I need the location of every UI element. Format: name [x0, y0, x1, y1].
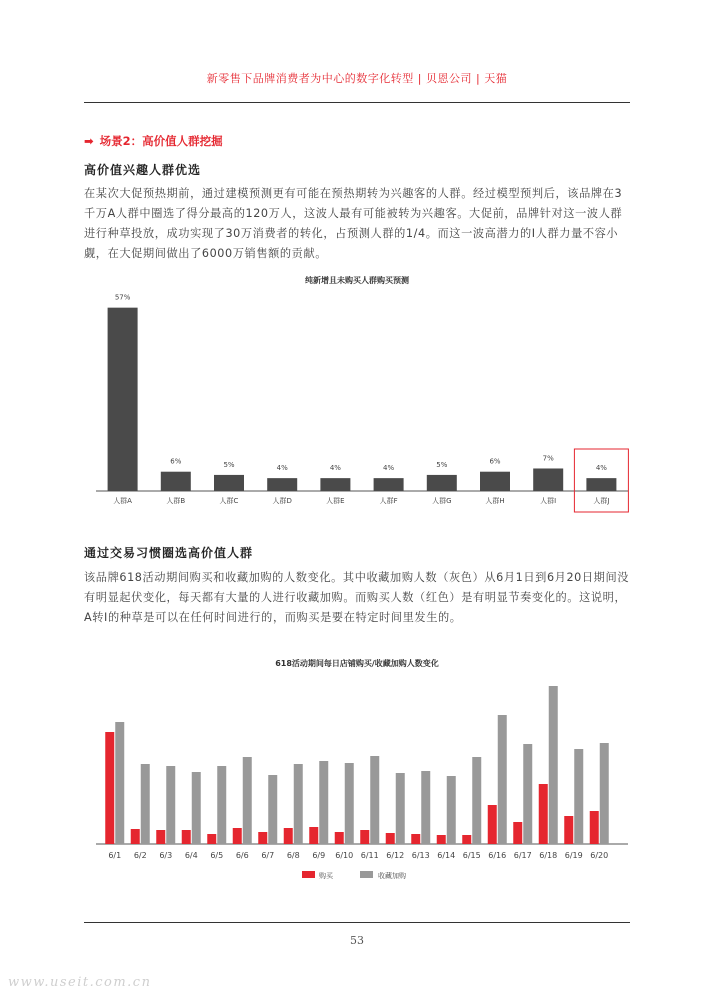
bar-人群B [161, 472, 191, 491]
category-label: 人群D [272, 497, 292, 505]
watermark: www.useit.com.cn [8, 975, 152, 990]
bar-人群I [533, 468, 563, 491]
category-label: 人群A [113, 497, 132, 505]
category-label: 6/15 [462, 851, 481, 860]
bar-buy-6/12 [386, 833, 395, 844]
bar-collect-6/13 [421, 771, 430, 844]
bar-人群J [586, 478, 616, 491]
bar-collect-6/16 [498, 715, 507, 844]
category-label: 6/2 [133, 851, 147, 860]
bar-buy-6/15 [462, 835, 471, 844]
value-label: 4% [329, 464, 341, 473]
category-label: 6/12 [386, 851, 405, 860]
bar-collect-6/20 [600, 743, 609, 844]
bar-collect-6/2 [141, 764, 150, 844]
bar-collect-6/17 [523, 744, 532, 844]
category-label: 6/13 [411, 851, 430, 860]
bar-buy-6/17 [513, 822, 522, 844]
chart-title: 618活动期间每日店铺购买/收藏加购人数变化 [275, 659, 439, 668]
bar-人群D [267, 478, 297, 491]
bar-buy-6/9 [309, 827, 318, 844]
category-label: 6/6 [235, 851, 249, 860]
bar-collect-6/8 [294, 764, 303, 844]
value-label: 57% [114, 293, 131, 302]
bar-collect-6/12 [396, 773, 405, 844]
category-label: 人群G [432, 497, 452, 505]
category-label: 6/14 [437, 851, 456, 860]
chart-daily-buy-collect [0, 652, 714, 892]
paragraph-trade: 该品牌618活动期间购买和收藏加购的人数变化。其中收藏加购人数（灰色）从6月1日到6月20日期间没有明显起伏变化，每天都有大量的人进行收藏加购。而购买人数（红色）是有明显节奏变化的。这说明，A转I的种草是可以在任何时间进行的，而购买是要在特定时间里发生的。 [84, 571, 630, 624]
bar-buy-6/19 [564, 816, 573, 844]
value-label: 5% [223, 460, 235, 469]
document-header: 新零售下品牌消费者为中心的数字化转型 | 贝恩公司 | 天猫 [206, 72, 508, 85]
category-label: 6/7 [261, 851, 275, 860]
category-label: 6/5 [210, 851, 224, 860]
page-number: 53 [350, 934, 364, 947]
bar-collect-6/18 [549, 686, 558, 844]
bar-buy-6/8 [284, 828, 293, 844]
bar-collect-6/9 [319, 761, 328, 844]
bar-人群E [320, 478, 350, 491]
chart-title: 纯新增且未购买人群购买预测 [305, 276, 409, 285]
arrow-icon: ➡ [84, 134, 94, 148]
bar-buy-6/18 [539, 784, 548, 844]
bar-buy-6/20 [590, 811, 599, 844]
bar-buy-6/13 [411, 834, 420, 844]
legend-swatch-collect [360, 871, 373, 878]
bar-人群G [427, 475, 457, 491]
bar-buy-6/5 [207, 834, 216, 844]
value-label: 4% [595, 464, 607, 473]
bar-collect-6/14 [447, 776, 456, 844]
bar-buy-6/6 [233, 828, 242, 844]
bar-collect-6/3 [166, 766, 175, 844]
bar-buy-6/1 [105, 732, 114, 844]
bar-人群A [108, 308, 138, 491]
chart-population-forecast [0, 268, 714, 528]
category-label: 6/9 [312, 851, 326, 860]
paragraph-interest: 在某次大促预热期前，通过建模预测更有可能在预热期转为兴趣客的人群。经过模型预判后，该品牌在3千万A人群中圈选了得分最高的120万人，这波人最有可能被转为兴趣客。大促前，品牌针对这一波人群进行种草投放，成功实现了30万消费者的转化，占预测人群的1/4。而这一波高潜力的I人群力量不容小觑，在大促期间做出了6000万销售额的贡献。 [84, 187, 623, 260]
bar-buy-6/4 [182, 830, 191, 844]
value-label: 4% [383, 464, 395, 473]
subheading-interest: 高价值兴趣人群优选 [84, 163, 202, 177]
value-label: 6% [170, 457, 182, 466]
bar-collect-6/6 [243, 757, 252, 844]
bar-buy-6/2 [131, 829, 140, 844]
subheading-trade: 通过交易习惯圈选高价值人群 [84, 546, 254, 560]
bar-人群C [214, 475, 244, 491]
value-label: 7% [542, 454, 554, 463]
section-title-text: 场景2：高价值人群挖掘 [99, 134, 223, 148]
footer-rule [84, 922, 630, 923]
bar-collect-6/15 [472, 757, 481, 844]
category-label: 6/19 [564, 851, 583, 860]
bar-人群F [374, 478, 404, 491]
bar-buy-6/11 [360, 830, 369, 844]
section-title [84, 133, 223, 149]
bar-collect-6/10 [345, 763, 354, 844]
category-label: 6/1 [108, 851, 122, 860]
bar-buy-6/10 [335, 832, 344, 844]
value-label: 4% [276, 464, 288, 473]
bar-buy-6/14 [437, 835, 446, 844]
legend-label-buy: 购买 [319, 872, 333, 880]
bar-collect-6/7 [268, 775, 277, 844]
category-label: 6/4 [184, 851, 198, 860]
value-label: 6% [489, 457, 501, 466]
category-label: 人群B [166, 497, 186, 505]
category-label: 6/8 [286, 851, 300, 860]
category-label: 人群H [485, 497, 505, 505]
bar-collect-6/4 [192, 772, 201, 844]
bar-collect-6/19 [574, 749, 583, 844]
category-label: 6/10 [335, 851, 354, 860]
legend-swatch-buy [302, 871, 315, 878]
category-label: 6/20 [590, 851, 609, 860]
category-label: 人群E [326, 497, 345, 505]
category-label: 人群C [219, 497, 239, 505]
bar-buy-6/7 [258, 832, 267, 844]
category-label: 6/11 [360, 851, 379, 860]
category-label: 人群I [540, 497, 557, 505]
bar-collect-6/5 [217, 766, 226, 844]
bar-collect-6/11 [370, 756, 379, 844]
category-label: 6/3 [159, 851, 173, 860]
legend-label-collect: 收藏加购 [378, 872, 406, 880]
bar-buy-6/3 [156, 830, 165, 844]
category-label: 6/18 [539, 851, 558, 860]
category-label: 6/16 [488, 851, 507, 860]
value-label: 5% [436, 460, 448, 469]
bar-人群H [480, 472, 510, 491]
category-label: 人群F [379, 497, 398, 505]
category-label: 人群J [593, 497, 610, 505]
bar-collect-6/1 [115, 722, 124, 844]
header-rule [84, 102, 630, 103]
bar-buy-6/16 [488, 805, 497, 844]
category-label: 6/17 [513, 851, 532, 860]
